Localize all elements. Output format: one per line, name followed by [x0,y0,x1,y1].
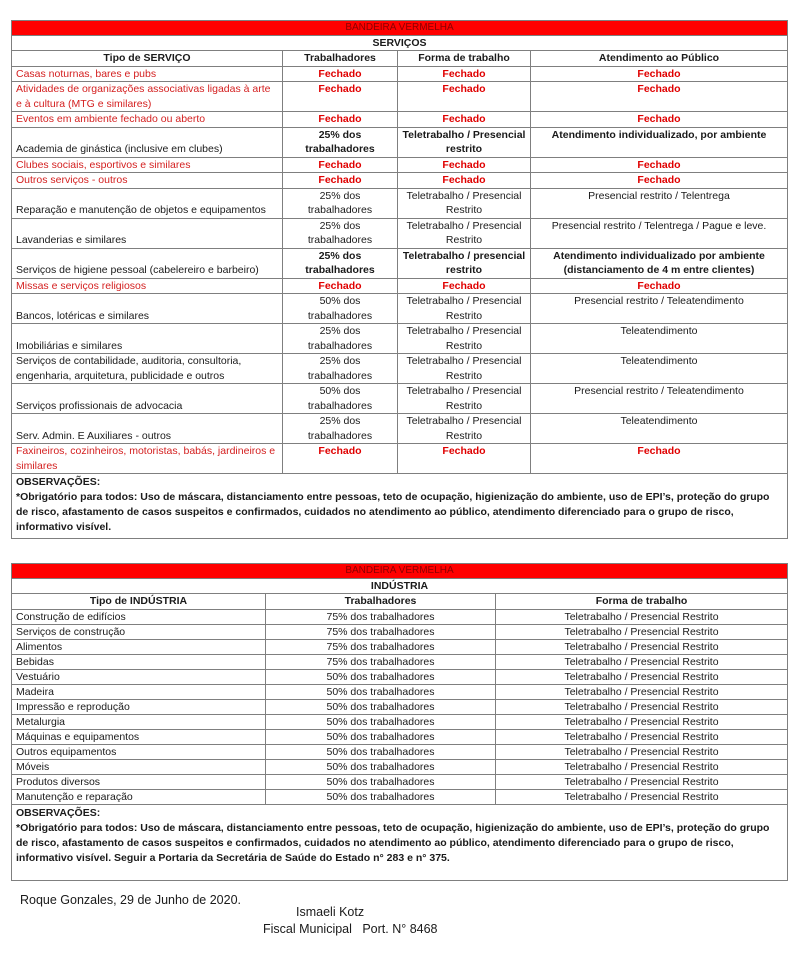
service-type-cell: Academia de ginástica (inclusive em clubes) [12,127,283,157]
workers-cell: 50% dos trabalhadores [266,774,496,789]
work-mode-cell: Fechado [398,66,531,82]
table-row [12,82,788,112]
place-date: Roque Gonzales, 29 de Junho de 2020. [20,893,242,907]
work-mode-cell: Teletrabalho / Presencial Restrito [496,624,788,639]
service-type-cell: Missas e serviços religiosos [12,278,283,294]
public-service-cell: Fechado [531,82,788,112]
table-row [12,414,788,444]
header-workers: Trabalhadores [283,51,398,67]
service-type-cell: Faxineiros, cozinheiros, motoristas, babás, jardineiros e similares [12,444,283,474]
public-service-cell: Fechado [531,278,788,294]
workers-cell: Fechado [283,157,398,173]
industry-type-cell: Serviços de construção [12,624,266,639]
industry-type-cell: Outros equipamentos [12,744,266,759]
workers-cell: 50% dos trabalhadores [266,729,496,744]
work-mode-cell: Teletrabalho / Presencial Restrito [496,759,788,774]
flag-banner: BANDEIRA VERMELHA [12,21,788,36]
work-mode-cell: Fechado [398,82,531,112]
work-mode-cell: Teletrabalho / Presencial Restrito [496,789,788,804]
public-service-cell: Teleatendimento [531,354,788,384]
observations [12,804,788,880]
workers-cell: 50% dos trabalhadores [266,789,496,804]
signer-name: Ismaeli Kotz [296,905,365,919]
table-row [12,218,788,248]
table-row [12,714,788,729]
section-title: SERVIÇOS [12,36,788,51]
observations-text: *Obrigatório para todos: Uso de máscara, distanciamento entre pessoas, teto de ocupação, higienização do ambiente, uso de EPI’s, proteção do grupo de risco, afastamento de casos suspeitos e confirmados, cuidados no atendimento ao público, atendimento diferenciado para o grupo de risco, informativo visível. [16,491,770,533]
work-mode-cell: Teletrabalho / Presencial Restrito [398,384,531,414]
workers-cell: 25% dos trabalhadores [283,127,398,157]
table-row [12,669,788,684]
service-type-cell: Serviços profissionais de advocacia [12,384,283,414]
table-row [12,294,788,324]
public-service-cell: Presencial restrito / Teleatendimento [531,294,788,324]
work-mode-cell: Teletrabalho / Presencial Restrito [496,699,788,714]
service-type-cell: Bancos, lotéricas e similares [12,294,283,324]
workers-cell: 50% dos trabalhadores [283,294,398,324]
service-type-cell: Serviços de contabilidade, auditoria, consultoria, engenharia, arquitetura, publicidade e outros [12,354,283,384]
table-row [12,789,788,804]
workers-cell: Fechado [283,444,398,474]
workers-cell: 25% dos trabalhadores [283,218,398,248]
table-row [12,173,788,189]
work-mode-cell: Fechado [398,278,531,294]
workers-cell: 25% dos trabalhadores [283,414,398,444]
work-mode-cell: Fechado [398,173,531,189]
service-type-cell: Atividades de organizações associativas ligadas à arte e à cultura (MTG e similares) [12,82,283,112]
industry-type-cell: Impressão e reprodução [12,699,266,714]
workers-cell: 50% dos trabalhadores [266,759,496,774]
industry-table-body [12,609,788,804]
table-row [12,744,788,759]
table-row [12,639,788,654]
observations-title: OBSERVAÇÕES: [16,476,101,488]
section-title: INDÚSTRIA [12,579,788,594]
workers-cell: 50% dos trabalhadores [266,714,496,729]
public-service-cell: Fechado [531,444,788,474]
flag-banner: BANDEIRA VERMELHA [12,564,788,579]
industry-type-cell: Produtos diversos [12,774,266,789]
table-row [12,354,788,384]
industry-type-cell: Máquinas e equipamentos [12,729,266,744]
service-type-cell: Lavanderias e similares [12,218,283,248]
table-row [12,624,788,639]
work-mode-cell: Teletrabalho / Presencial Restrito [398,414,531,444]
table-row [12,444,788,474]
service-type-cell: Outros serviços - outros [12,173,283,189]
workers-cell: 75% dos trabalhadores [266,654,496,669]
work-mode-cell: Teletrabalho / Presencial Restrito [496,684,788,699]
work-mode-cell: Fechado [398,157,531,173]
table-row [12,112,788,128]
work-mode-cell: Teletrabalho / Presencial Restrito [496,654,788,669]
workers-cell: 50% dos trabalhadores [266,684,496,699]
work-mode-cell: Teletrabalho / Presencial Restrito [496,609,788,624]
signer-role: Fiscal Municipal Port. N° 8468 [263,922,438,936]
workers-cell: 75% dos trabalhadores [266,624,496,639]
workers-cell: 25% dos trabalhadores [283,248,398,278]
workers-cell: Fechado [283,66,398,82]
work-mode-cell: Teletrabalho / Presencial Restrito [496,669,788,684]
industry-type-cell: Móveis [12,759,266,774]
table-row [12,759,788,774]
public-service-cell: Atendimento individualizado por ambiente (distanciamento de 4 m entre clientes) [531,248,788,278]
public-service-cell: Fechado [531,173,788,189]
table-row [12,609,788,624]
table-row [12,188,788,218]
workers-cell: 25% dos trabalhadores [283,354,398,384]
table-row [12,654,788,669]
industry-type-cell: Bebidas [12,654,266,669]
header-work-mode: Forma de trabalho [398,51,531,67]
industry-type-cell: Construção de edifícios [12,609,266,624]
workers-cell: Fechado [283,278,398,294]
table-row [12,699,788,714]
observations [12,474,788,539]
table-row [12,248,788,278]
observations-text: *Obrigatório para todos: Uso de máscara, distanciamento entre pessoas, teto de ocupação, higienização do ambiente, uso de EPI’s, proteção do grupo de risco, afastamento de casos suspeitos e confirmados, cuidados no atendimento ao público, atendimento diferenciado para o grupo de risco, informativo visível. Seguir a Portaria da Secretária de Saúde do Estado n° 283 e n° 375. [16,821,770,864]
services-table-body [12,66,788,474]
workers-cell: 50% dos trabalhadores [266,744,496,759]
public-service-cell: Fechado [531,66,788,82]
work-mode-cell: Teletrabalho / Presencial restrito [398,127,531,157]
service-type-cell: Imobiliárias e similares [12,324,283,354]
table-row [12,729,788,744]
workers-cell: 50% dos trabalhadores [266,699,496,714]
industry-type-cell: Manutenção e reparação [12,789,266,804]
service-type-cell: Casas noturnas, bares e pubs [12,66,283,82]
industry-type-cell: Vestuário [12,669,266,684]
work-mode-cell: Fechado [398,112,531,128]
table-row [12,66,788,82]
industry-type-cell: Metalurgia [12,714,266,729]
workers-cell: 25% dos trabalhadores [283,188,398,218]
table-row [12,127,788,157]
workers-cell: 50% dos trabalhadores [283,384,398,414]
work-mode-cell: Teletrabalho / Presencial Restrito [398,218,531,248]
industry-table [11,563,788,881]
industry-type-cell: Madeira [12,684,266,699]
work-mode-cell: Teletrabalho / Presencial Restrito [496,774,788,789]
public-service-cell: Atendimento individualizado, por ambiente [531,127,788,157]
public-service-cell: Fechado [531,112,788,128]
workers-cell: 50% dos trabalhadores [266,669,496,684]
observations-title: OBSERVAÇÕES: [16,806,101,819]
work-mode-cell: Teletrabalho / Presencial Restrito [496,729,788,744]
service-type-cell: Serv. Admin. E Auxiliares - outros [12,414,283,444]
public-service-cell: Presencial restrito / Telentrega / Pague e leve. [531,218,788,248]
public-service-cell: Teleatendimento [531,414,788,444]
workers-cell: 25% dos trabalhadores [283,324,398,354]
public-service-cell: Presencial restrito / Teleatendimento [531,384,788,414]
workers-cell: 75% dos trabalhadores [266,609,496,624]
work-mode-cell: Teletrabalho / Presencial Restrito [398,188,531,218]
work-mode-cell: Teletrabalho / Presencial Restrito [398,354,531,384]
work-mode-cell: Teletrabalho / Presencial Restrito [398,324,531,354]
header-public-service: Atendimento ao Público [531,51,788,67]
service-type-cell: Reparação e manutenção de objetos e equipamentos [12,188,283,218]
header-industry-type: Tipo de INDÚSTRIA [12,594,266,610]
service-type-cell: Serviços de higiene pessoal (cabelereiro e barbeiro) [12,248,283,278]
service-type-cell: Clubes sociais, esportivos e similares [12,157,283,173]
services-table [11,20,788,539]
workers-cell: Fechado [283,112,398,128]
table-row [12,684,788,699]
table-row [12,774,788,789]
work-mode-cell: Fechado [398,444,531,474]
public-service-cell: Presencial restrito / Telentrega [531,188,788,218]
table-row [12,278,788,294]
workers-cell: Fechado [283,82,398,112]
work-mode-cell: Teletrabalho / Presencial Restrito [398,294,531,324]
work-mode-cell: Teletrabalho / Presencial Restrito [496,714,788,729]
workers-cell: Fechado [283,173,398,189]
public-service-cell: Fechado [531,157,788,173]
work-mode-cell: Teletrabalho / Presencial Restrito [496,639,788,654]
public-service-cell: Teleatendimento [531,324,788,354]
work-mode-cell: Teletrabalho / Presencial Restrito [496,744,788,759]
table-row [12,157,788,173]
workers-cell: 75% dos trabalhadores [266,639,496,654]
industry-type-cell: Alimentos [12,639,266,654]
table-row [12,384,788,414]
work-mode-cell: Teletrabalho / presencial restrito [398,248,531,278]
header-service-type: Tipo de SERVIÇO [12,51,283,67]
header-workers: Trabalhadores [266,594,496,610]
header-work-mode: Forma de trabalho [496,594,788,610]
table-row [12,324,788,354]
service-type-cell: Eventos em ambiente fechado ou aberto [12,112,283,128]
